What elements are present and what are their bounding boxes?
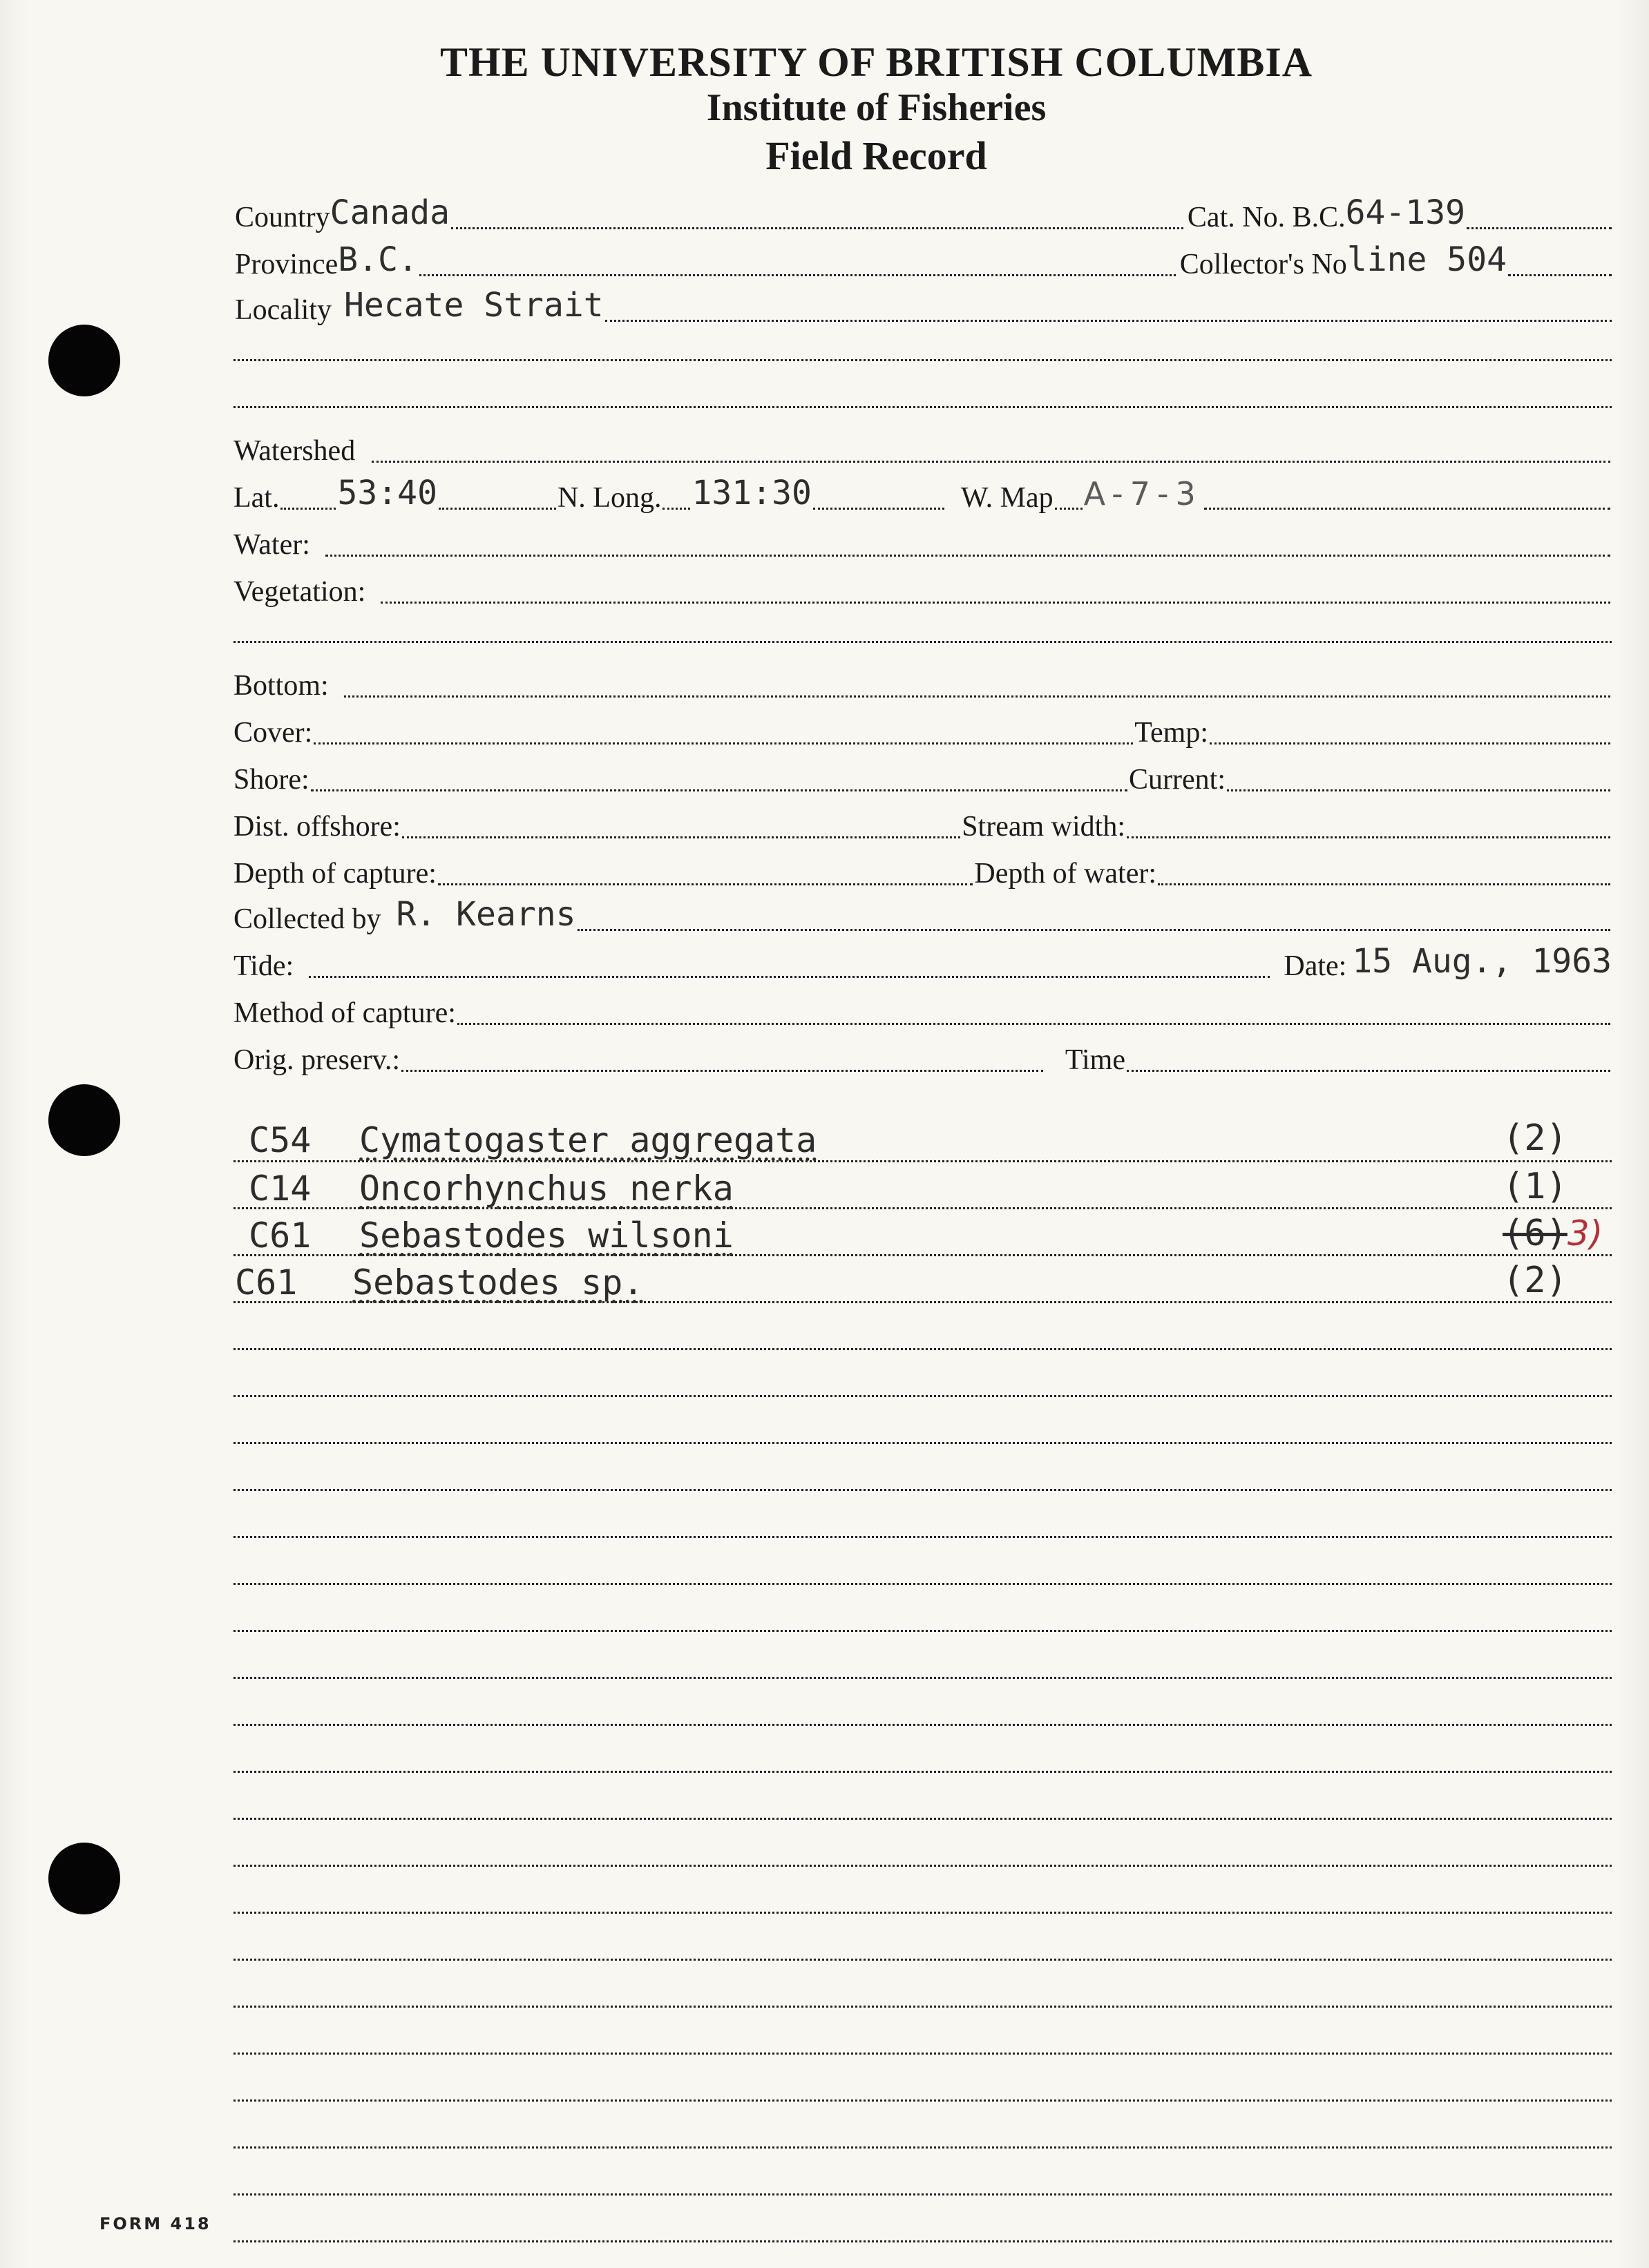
temp-label: Temp: — [1134, 717, 1208, 749]
cat-no-label: Cat. No. B.C. — [1187, 202, 1346, 233]
row-depth — [233, 848, 1612, 890]
ruled-line — [233, 1536, 1612, 1538]
country-label: Country — [235, 202, 330, 233]
ruled-line — [233, 1630, 1612, 1632]
province-value: B.C. — [338, 240, 418, 279]
water-label: Water: — [233, 529, 310, 561]
row-water — [233, 519, 1612, 561]
ruled-line — [233, 1489, 1612, 1491]
dotted-line — [1127, 1070, 1610, 1072]
specimen-row — [249, 1167, 734, 1209]
specimen-count-correction: 3) — [1567, 1213, 1603, 1253]
row-method — [233, 988, 1612, 1029]
lat-label: Lat. — [233, 482, 280, 514]
punch-hole — [48, 1084, 120, 1156]
ruled-line — [233, 2240, 1612, 2242]
specimen-count-corrected — [1503, 1213, 1603, 1254]
ruled-line — [233, 1912, 1612, 1914]
row-shore — [233, 754, 1612, 796]
dotted-line — [578, 929, 1610, 931]
specimen-code: C61 — [249, 1215, 312, 1256]
dotted-line — [1055, 508, 1083, 510]
collected-by-label: Collected by — [233, 903, 381, 935]
depth-capture-label: Depth of capture: — [233, 858, 437, 890]
specimen-species: Oncorhynchus nerka — [359, 1169, 734, 1209]
ruled-line — [233, 1442, 1612, 1444]
dotted-line — [1227, 789, 1610, 791]
dotted-line — [401, 1070, 1043, 1072]
long-label: N. Long. — [557, 482, 662, 514]
dotted-line — [605, 320, 1612, 322]
dotted-line — [344, 695, 1610, 698]
dotted-line — [439, 508, 556, 510]
row-vegetation — [233, 566, 1612, 608]
ruled-line — [233, 2053, 1612, 2055]
dotted-line — [813, 508, 944, 510]
blank-line — [233, 641, 1612, 643]
row-bottom — [233, 660, 1612, 702]
dotted-line — [280, 508, 336, 510]
ruled-line — [233, 2146, 1612, 2149]
method-label: Method of capture: — [233, 997, 456, 1029]
row-orig-preserv — [233, 1035, 1612, 1076]
map-value: A-7-3 — [1083, 475, 1203, 512]
dotted-line — [1127, 836, 1610, 838]
country-value: Canada — [330, 193, 450, 232]
vegetation-label: Vegetation: — [233, 576, 366, 608]
dotted-line — [663, 508, 690, 510]
ruled-line — [233, 1818, 1612, 1820]
dotted-line — [372, 461, 1610, 463]
depth-water-label: Depth of water: — [974, 858, 1156, 890]
blank-line — [233, 359, 1612, 361]
dotted-line — [451, 227, 1183, 229]
locality-value: Hecate Strait — [343, 286, 604, 325]
orig-preserv-label: Orig. preserv.: — [233, 1044, 401, 1076]
ruled-line — [233, 1724, 1612, 1726]
shore-label: Shore: — [233, 764, 309, 796]
university-title: THE UNIVERSITY OF BRITISH COLUMBIA — [439, 39, 1313, 85]
dotted-line — [402, 836, 960, 838]
punch-hole — [48, 325, 120, 396]
specimen-count: (6) — [1503, 1213, 1567, 1254]
row-watershed — [233, 425, 1612, 467]
dotted-line — [1467, 227, 1612, 229]
province-label: Province — [235, 249, 339, 280]
tide-label: Tide: — [233, 950, 294, 982]
specimen-code: C54 — [249, 1120, 312, 1160]
dotted-line — [1210, 742, 1610, 744]
specimen-row — [249, 1119, 817, 1160]
specimen-species: Cymatogaster aggregata — [359, 1120, 817, 1160]
dotted-line — [381, 602, 1610, 604]
locality-label: Locality — [235, 294, 332, 326]
ruled-line — [233, 1771, 1612, 1773]
bottom-label: Bottom: — [233, 670, 329, 702]
specimen-count: (1) — [1503, 1166, 1567, 1207]
cat-no-value: 64-139 — [1345, 193, 1465, 232]
dotted-line — [325, 555, 1610, 557]
ruled-line — [233, 1395, 1612, 1397]
date-value: 15 Aug., 1963 — [1352, 942, 1612, 981]
dotted-line — [1158, 883, 1610, 885]
specimen-row — [249, 1214, 734, 1256]
long-value: 131:30 — [692, 474, 812, 512]
current-label: Current: — [1129, 764, 1226, 796]
watershed-label: Watershed — [233, 435, 356, 467]
ruled-line — [233, 1160, 1612, 1162]
dotted-line — [419, 274, 1176, 276]
lat-value: 53:40 — [337, 474, 437, 512]
form-number: FORM 418 — [99, 2214, 211, 2233]
dotted-line — [438, 883, 973, 885]
row-coordinates — [233, 472, 1612, 514]
ruled-line — [233, 1583, 1612, 1585]
specimen-code: C14 — [249, 1169, 312, 1209]
cover-label: Cover: — [233, 717, 313, 749]
ruled-line — [233, 1348, 1612, 1350]
row-collected-by — [233, 894, 1612, 935]
specimen-count: (2) — [1503, 1117, 1567, 1159]
specimen-count: (2) — [1503, 1260, 1567, 1301]
blank-line — [233, 406, 1612, 408]
ruled-line — [233, 2006, 1612, 2008]
ruled-line — [233, 1865, 1612, 1867]
specimen-row — [235, 1261, 643, 1303]
dotted-line — [1204, 508, 1610, 510]
collector-no-value: line 504 — [1346, 240, 1507, 279]
row-tide — [233, 941, 1612, 982]
ruled-line — [233, 2099, 1612, 2102]
dotted-line — [311, 789, 1127, 791]
row-cover — [233, 707, 1612, 749]
collected-by-value: R. Kearns — [396, 895, 576, 934]
dotted-line — [314, 742, 1133, 744]
row-province — [235, 239, 1613, 280]
time-label: Time — [1065, 1044, 1125, 1076]
row-dist-offshore — [233, 801, 1612, 843]
ruled-line — [233, 1677, 1612, 1679]
dotted-line — [1508, 274, 1612, 276]
collector-no-label: Collector's No — [1179, 249, 1347, 280]
dotted-line — [309, 976, 1270, 978]
specimen-species: Sebastodes sp. — [352, 1262, 644, 1303]
date-label: Date: — [1284, 950, 1347, 982]
institute-title: Institute of Fisheries — [706, 86, 1047, 129]
row-locality — [235, 285, 1613, 326]
dist-offshore-label: Dist. offshore: — [233, 811, 401, 843]
ruled-line — [233, 2193, 1612, 2195]
row-country — [235, 192, 1613, 233]
stream-width-label: Stream width: — [962, 811, 1125, 843]
ruled-line — [233, 1959, 1612, 1961]
record-title: Field Record — [765, 133, 987, 178]
specimen-code: C61 — [235, 1262, 298, 1303]
punch-hole — [48, 1843, 120, 1914]
specimen-species: Sebastodes wilsoni — [359, 1215, 734, 1256]
dotted-line — [457, 1023, 1610, 1025]
map-label: W. Map — [960, 482, 1054, 514]
